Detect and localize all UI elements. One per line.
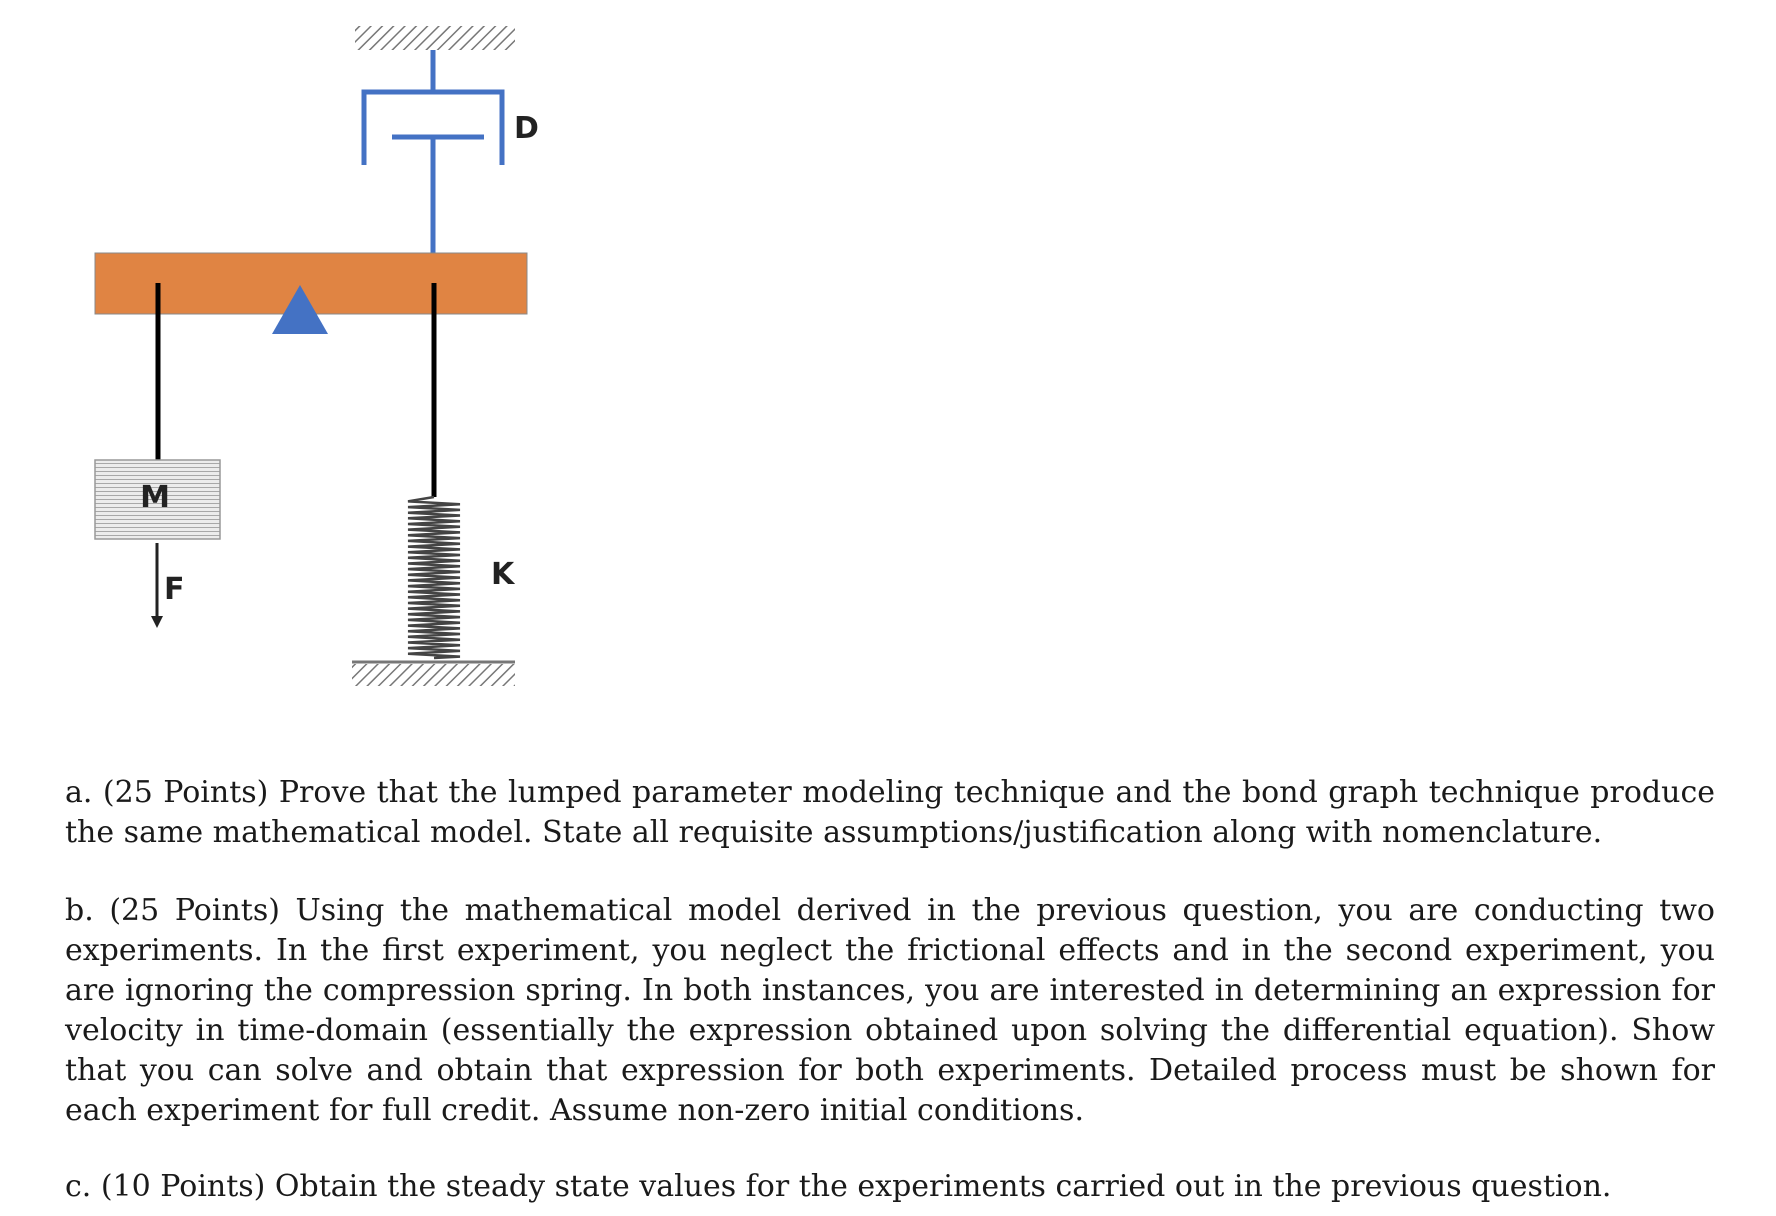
question-a: a. (25 Points) Prove that the lumped parameter modeling technique and the bond graph technique produce the same mathematical model. State all requisite assumptions/justification along with nomenclature. bbox=[65, 775, 1715, 850]
damper-label: D bbox=[514, 111, 539, 146]
force-label: F bbox=[164, 572, 185, 607]
question-b: b. (25 Points) Using the mathematical model derived in the previous question, you are conducting two experiments. In the first experiment, you neglect the frictional effects and in the second experiment, you are ignoring the compression spring. In both instances, you are interested in determining an expression for velocity in time-domain (essentially the expression obtained upon solving the differential equation). Show that you can solve and obtain that expression for both experiments. Detailed process must be shown for each experiment for full credit. Assume non-zero initial conditions. bbox=[65, 893, 1715, 1128]
mass-label: M bbox=[140, 480, 170, 515]
question-c: c. (10 Points) Obtain the steady state values for the experiments carried out in the previous question. bbox=[65, 1169, 1612, 1204]
spring-coil bbox=[408, 497, 460, 658]
spring-path bbox=[408, 497, 460, 658]
damper bbox=[364, 50, 502, 255]
force-arrow bbox=[151, 543, 163, 628]
spring-label: K bbox=[491, 557, 515, 592]
bottom-wall bbox=[352, 664, 515, 686]
top-wall bbox=[355, 26, 515, 50]
